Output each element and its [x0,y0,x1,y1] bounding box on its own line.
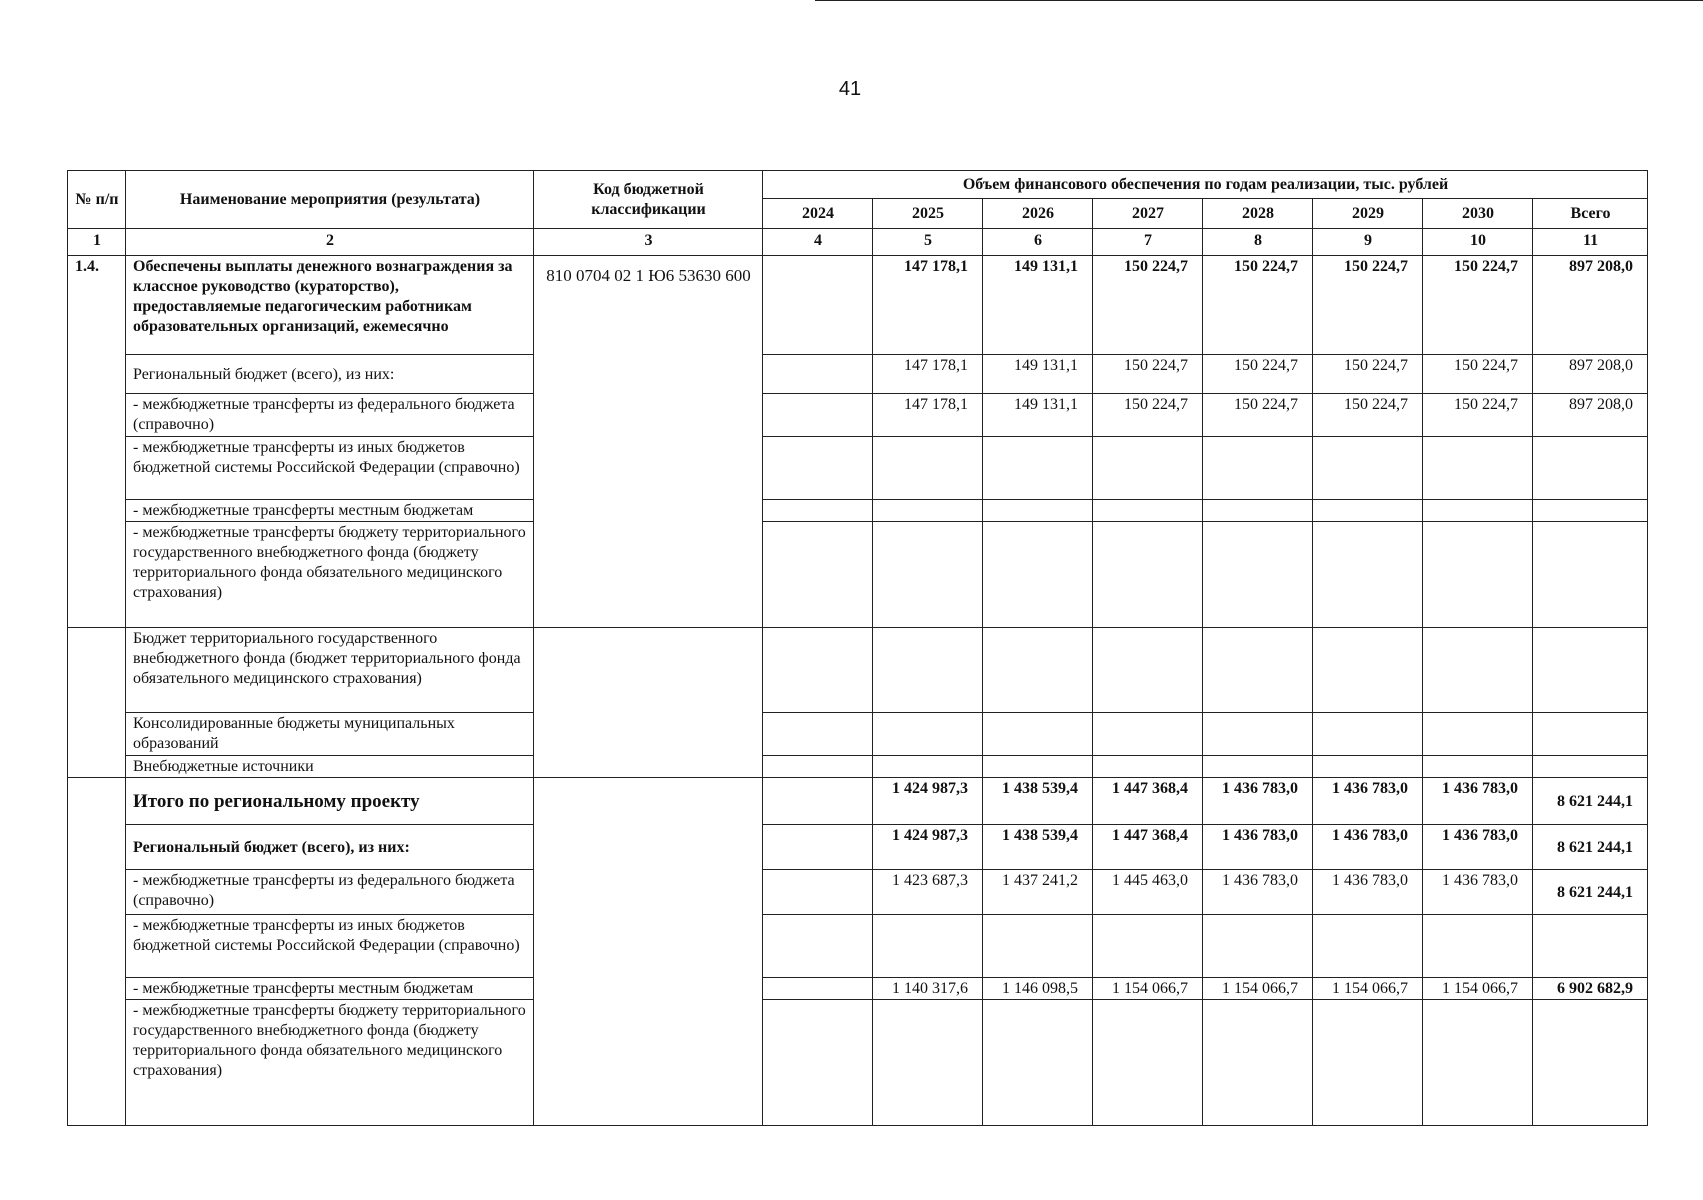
value-cell [1203,915,1313,978]
header-index-row [68,229,1648,256]
table-row [68,522,1648,628]
header-index: 1 [68,229,126,256]
value-cell: 1 154 066,7 [1093,978,1203,1000]
value-cell: 897 208,0 [1533,355,1648,394]
header-year: 2029 [1313,199,1423,229]
value-cell [873,437,983,500]
value-cell: 1 424 987,3 [873,778,983,825]
row-name: Консолидированные бюджеты муниципальных образований [126,713,534,756]
value-cell [1533,628,1648,713]
value-cell: 1 436 783,0 [1423,778,1533,825]
header-index: 4 [763,229,873,256]
value-cell [983,1000,1093,1126]
financing-table [67,170,1648,1126]
table-row [68,915,1648,978]
value-cell [763,713,873,756]
value-cell: 150 224,7 [1423,355,1533,394]
row-name: - межбюджетные трансферты из иных бюджетов бюджетной системы Российской Федерации (справочно) [126,437,534,500]
row-name: - межбюджетные трансферты из иных бюджетов бюджетной системы Российской Федерации (справочно) [126,915,534,978]
value-cell: 1 436 783,0 [1203,870,1313,915]
table-row [68,978,1648,1000]
value-cell: 147 178,1 [873,394,983,437]
value-cell [1093,713,1203,756]
value-cell [873,756,983,778]
header-name: Наименование мероприятия (результата) [126,171,534,229]
table-row [68,1000,1648,1126]
budget-code-empty [534,628,763,778]
value-cell [1423,713,1533,756]
budget-code-empty [534,778,763,1126]
value-cell [1093,522,1203,628]
value-cell: 150 224,7 [1203,394,1313,437]
row-number-empty [68,628,126,778]
value-cell: 1 146 098,5 [983,978,1093,1000]
row-name: Обеспечены выплаты денежного вознаграждения за классное руководство (кураторство), предоставляемые педагогическим работникам образовательных организаций, ежемесячно [126,256,534,355]
value-cell [763,394,873,437]
value-cell [1313,1000,1423,1126]
value-cell: 1 436 783,0 [1423,825,1533,870]
value-cell [1313,915,1423,978]
row-name: Итого по региональному проекту [126,778,534,825]
value-cell: 897 208,0 [1533,256,1648,355]
value-cell: 1 140 317,6 [873,978,983,1000]
value-cell: 150 224,7 [1093,394,1203,437]
value-cell [1423,628,1533,713]
value-cell: 1 154 066,7 [1203,978,1313,1000]
header-code: Код бюджетной классификации [534,171,763,229]
value-cell [1203,500,1313,522]
value-cell [1203,522,1313,628]
value-cell: 147 178,1 [873,355,983,394]
value-cell [1203,756,1313,778]
header-index: 10 [1423,229,1533,256]
header-year: 2024 [763,199,873,229]
table-row [68,500,1648,522]
value-cell: 150 224,7 [1313,355,1423,394]
row-name: Региональный бюджет (всего), из них: [126,355,534,394]
value-cell: 1 438 539,4 [983,825,1093,870]
header-year: 2030 [1423,199,1533,229]
value-cell: 8 621 244,1 [1533,870,1648,915]
value-cell [1093,1000,1203,1126]
row-name: - межбюджетные трансферты из федерального бюджета (справочно) [126,870,534,915]
row-number: 1.4. [68,256,126,628]
budget-code: 810 0704 02 1 Ю6 53630 600 [534,256,763,628]
header-year: 2026 [983,199,1093,229]
header-year: 2025 [873,199,983,229]
table-row [68,437,1648,500]
value-cell [1313,500,1423,522]
row-name: Региональный бюджет (всего), из них: [126,825,534,870]
value-cell [983,437,1093,500]
header-index: 5 [873,229,983,256]
value-cell [763,437,873,500]
value-cell [983,522,1093,628]
value-cell [1423,500,1533,522]
value-cell: 1 436 783,0 [1203,778,1313,825]
value-cell [763,1000,873,1126]
header-index: 2 [126,229,534,256]
value-cell [763,825,873,870]
header-volume: Объем финансового обеспечения по годам реализации, тыс. рублей [763,171,1648,199]
value-cell: 150 224,7 [1313,256,1423,355]
totals-section [68,778,1648,1126]
header-index: 7 [1093,229,1203,256]
value-cell [1313,713,1423,756]
value-cell: 1 437 241,2 [983,870,1093,915]
value-cell: 1 154 066,7 [1313,978,1423,1000]
value-cell [983,915,1093,978]
value-cell [1533,437,1648,500]
value-cell: 149 131,1 [983,394,1093,437]
value-cell [983,628,1093,713]
value-cell [1313,437,1423,500]
value-cell: 1 447 368,4 [1093,778,1203,825]
row-name: - межбюджетные трансферты местным бюджетам [126,978,534,1000]
header-num: № п/п [68,171,126,229]
value-cell: 1 447 368,4 [1093,825,1203,870]
table-row [68,713,1648,756]
value-cell [1203,713,1313,756]
value-cell: 1 436 783,0 [1423,870,1533,915]
value-cell: 8 621 244,1 [1533,825,1648,870]
value-cell [1093,756,1203,778]
value-cell [873,713,983,756]
value-cell: 8 621 244,1 [1533,778,1648,825]
row-name: Внебюджетные источники [126,756,534,778]
header-index: 11 [1533,229,1648,256]
value-cell [873,500,983,522]
row-name: - межбюджетные трансферты бюджету территориального государственного внебюджетного фонда (бюджету территориального фонда обязательного медицинского страхования) [126,1000,534,1126]
value-cell: 1 436 783,0 [1313,778,1423,825]
header-index: 9 [1313,229,1423,256]
value-cell [1533,522,1648,628]
value-cell [873,915,983,978]
value-cell [1533,915,1648,978]
value-cell: 150 224,7 [1313,394,1423,437]
table-row [68,394,1648,437]
value-cell [873,522,983,628]
header-year: 2028 [1203,199,1313,229]
value-cell [1093,500,1203,522]
value-cell [763,870,873,915]
value-cell: 1 436 783,0 [1313,870,1423,915]
value-cell [1203,628,1313,713]
value-cell: 150 224,7 [1423,394,1533,437]
value-cell [763,756,873,778]
value-cell [763,915,873,978]
value-cell: 1 445 463,0 [1093,870,1203,915]
value-cell [763,500,873,522]
table-row [68,628,1648,713]
table-row [68,778,1648,825]
value-cell: 149 131,1 [983,256,1093,355]
value-cell: 150 224,7 [1423,256,1533,355]
value-cell [1093,628,1203,713]
value-cell [1203,437,1313,500]
value-cell [983,756,1093,778]
top-rule [815,0,1703,1]
header-total: Всего [1533,199,1648,229]
value-cell: 150 224,7 [1203,355,1313,394]
value-cell: 1 154 066,7 [1423,978,1533,1000]
value-cell [763,256,873,355]
value-cell [763,355,873,394]
value-cell [1533,1000,1648,1126]
value-cell [873,628,983,713]
value-cell [763,628,873,713]
value-cell [1533,756,1648,778]
row-number-empty [68,778,126,1126]
value-cell: 897 208,0 [1533,394,1648,437]
value-cell: 1 436 783,0 [1203,825,1313,870]
value-cell [1423,437,1533,500]
value-cell [763,778,873,825]
header-row-top [68,171,1648,199]
value-cell: 150 224,7 [1093,355,1203,394]
value-cell [1423,522,1533,628]
value-cell: 1 438 539,4 [983,778,1093,825]
value-cell: 1 424 987,3 [873,825,983,870]
row-name: - межбюджетные трансферты бюджету территориального государственного внебюджетного фонда (бюджету территориального фонда обязательного медицинского страхования) [126,522,534,628]
value-cell [763,522,873,628]
value-cell: 150 224,7 [1203,256,1313,355]
row-name: Бюджет территориального государственного внебюджетного фонда (бюджет территориального фонда обязательного медицинского страхования) [126,628,534,713]
header-year: 2027 [1093,199,1203,229]
header-index: 3 [534,229,763,256]
value-cell: 150 224,7 [1093,256,1203,355]
value-cell [873,1000,983,1126]
value-cell [1533,713,1648,756]
table-row [68,756,1648,778]
value-cell [1203,1000,1313,1126]
header-index: 6 [983,229,1093,256]
row-name: - межбюджетные трансферты местным бюджетам [126,500,534,522]
value-cell [1093,437,1203,500]
value-cell [983,500,1093,522]
value-cell: 6 902 682,9 [1533,978,1648,1000]
header-index: 8 [1203,229,1313,256]
table-row [68,355,1648,394]
value-cell: 1 423 687,3 [873,870,983,915]
table-row [68,256,1648,355]
value-cell [763,978,873,1000]
page-number: 41 [838,78,862,100]
value-cell: 147 178,1 [873,256,983,355]
value-cell [1423,756,1533,778]
table-row [68,870,1648,915]
value-cell [1313,628,1423,713]
value-cell [1313,756,1423,778]
value-cell [1093,915,1203,978]
value-cell: 149 131,1 [983,355,1093,394]
table-row [68,825,1648,870]
value-cell [1313,522,1423,628]
value-cell [983,713,1093,756]
section-1-4 [68,256,1648,778]
value-cell [1533,500,1648,522]
row-name: - межбюджетные трансферты из федерального бюджета (справочно) [126,394,534,437]
value-cell [1423,915,1533,978]
value-cell: 1 436 783,0 [1313,825,1423,870]
value-cell [1423,1000,1533,1126]
